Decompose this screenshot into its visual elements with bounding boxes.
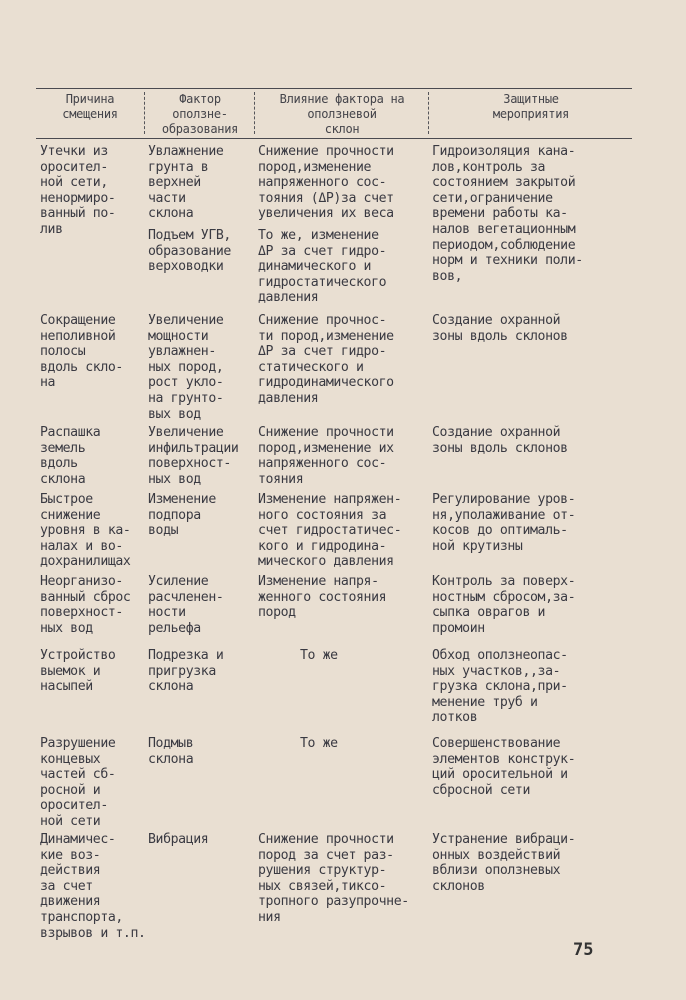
- cell-line: Распашка: [40, 425, 101, 440]
- cell-line: вов,: [432, 268, 463, 284]
- cell-line: Сокращение: [40, 313, 116, 328]
- cell-line: счет гидростатичес-: [258, 523, 402, 539]
- cell-line: вых вод: [148, 406, 201, 422]
- cell-line: Создание охранной: [432, 425, 561, 440]
- cell-line: верхней: [148, 175, 201, 191]
- cell-line: Контроль за поверх-: [432, 574, 576, 589]
- cell-line: давления: [258, 290, 319, 306]
- cell-line: Динамичес-: [40, 832, 116, 847]
- cell-line: давления: [258, 390, 319, 406]
- cell-line: концевых: [40, 751, 101, 767]
- header-measures: Защитные мероприятия: [492, 92, 570, 121]
- cell-line: части: [148, 190, 186, 206]
- cell-line: склонов: [432, 878, 485, 894]
- cell-line: действия: [40, 863, 101, 879]
- cell-line: пород,изменение их: [258, 440, 394, 456]
- column-divider: [254, 92, 255, 134]
- cell-line: оросител-: [40, 798, 108, 814]
- cell-line: промоин: [432, 620, 485, 636]
- cell-measure: [432, 313, 568, 344]
- cell-line: мощности: [148, 328, 209, 344]
- cell-line: динамического и: [258, 259, 372, 275]
- cell-line: ной сети,: [40, 175, 108, 191]
- cell-line: на: [40, 375, 56, 391]
- cell-line: поверхност-: [148, 456, 231, 472]
- cell-effect: [258, 425, 394, 487]
- cell-effect: [258, 492, 401, 570]
- cell-line: Увеличение: [148, 313, 224, 328]
- cell-line: лив: [40, 221, 63, 237]
- cell-line: пород,изменение: [258, 159, 372, 175]
- cell-line: снижение: [40, 507, 101, 523]
- cell-line: Создание охранной: [432, 313, 561, 328]
- cell-line: тояния: [258, 471, 304, 487]
- cell-line: воды: [148, 523, 179, 539]
- cell-factor: [148, 832, 208, 848]
- cell-line: ΔР за счет гидро-: [258, 243, 387, 259]
- cell-line: склона: [148, 206, 194, 222]
- cell-line: грузка склона,при-: [432, 679, 568, 695]
- cell-cause: [40, 832, 146, 941]
- cell-line: ΔР за счет гидро-: [258, 344, 387, 360]
- cell-line: склона: [40, 471, 86, 487]
- cell-line: частей сб-: [40, 767, 116, 783]
- cell-line: ной крутизны: [432, 538, 523, 554]
- cell-line: склона: [148, 751, 194, 767]
- cell-cause: [40, 313, 123, 391]
- cell-factor: [148, 144, 231, 275]
- cell-line: образование: [148, 243, 231, 259]
- cell-line: Усиление: [148, 574, 209, 589]
- cell-line: поверхност-: [40, 605, 123, 621]
- cell-line: То же, изменение: [258, 227, 379, 243]
- cell-line: Снижение прочнос-: [258, 313, 387, 328]
- cell-line: кие воз-: [40, 847, 101, 863]
- cell-line: ния: [258, 909, 281, 925]
- cell-measure: [432, 832, 575, 894]
- cell-line: норм и техники поли-: [432, 253, 583, 269]
- cell-line: склона: [148, 679, 194, 695]
- cell-line: оросител-: [40, 159, 108, 175]
- cell-effect: [258, 574, 386, 621]
- cell-line: ного состояния за: [258, 507, 387, 523]
- cell-line: состоянием закрытой: [432, 175, 576, 191]
- cell-line: Подрезка и: [148, 648, 224, 663]
- cell-line: вдоль скло-: [40, 359, 123, 375]
- cell-line: Быстрое: [40, 492, 93, 507]
- cell-line: зоны вдоль склонов: [432, 328, 568, 344]
- cell-line: подпора: [148, 507, 201, 523]
- cell-line: пригрузка: [148, 663, 216, 679]
- cell-line: напряженного сос-: [258, 175, 387, 191]
- cell-line: грунта в: [148, 159, 209, 175]
- cell-line: элементов конструк-: [432, 751, 576, 767]
- cell-measure: [432, 574, 575, 636]
- cell-line: ной сети: [40, 813, 101, 829]
- cell-line: ностным сбросом,за-: [432, 589, 576, 605]
- cell-measure: [432, 492, 575, 554]
- cell-line: лотков: [432, 710, 478, 726]
- cell-effect: [300, 648, 338, 664]
- cell-line: пород за счет раз-: [258, 847, 394, 863]
- cell-line: онных воздействий: [432, 847, 561, 863]
- header-effect: Влияние фактора на оползневой склон: [279, 92, 405, 136]
- cell-line: То же: [300, 648, 338, 663]
- cell-line: статического и: [258, 359, 364, 375]
- cell-line: Снижение прочности: [258, 425, 394, 440]
- cell-effect: [258, 144, 394, 306]
- column-divider: [144, 92, 145, 134]
- cell-line: Изменение: [148, 492, 216, 507]
- cell-measure: [432, 648, 568, 726]
- header-factor: Фактор оползне- образования: [161, 92, 239, 136]
- cell-line: Устранение вибраци-: [432, 832, 576, 847]
- cell-line: дохранилищах: [40, 554, 131, 570]
- table-header-rule: [36, 138, 632, 139]
- cell-line: времени работы ка-: [432, 206, 568, 222]
- cell-line: взрывов и т.п.: [40, 925, 146, 941]
- cell-line: налов вегетационным: [432, 221, 576, 237]
- cell-cause: [40, 425, 100, 487]
- cell-line: сбросной сети: [432, 782, 531, 798]
- cell-line: Увеличение: [148, 425, 224, 440]
- cell-line: лов,контроль за: [432, 159, 546, 175]
- cell-line: увеличения их веса: [258, 206, 394, 222]
- cell-line: ня,уполаживание от-: [432, 507, 576, 523]
- cell-measure: [432, 736, 575, 798]
- cell-effect: [300, 736, 338, 752]
- cell-line: Вибрация: [148, 832, 209, 847]
- cell-line: ванный по-: [40, 206, 116, 222]
- cell-cause: [40, 574, 130, 636]
- cell-line: ций оросительной и: [432, 767, 568, 783]
- column-divider: [428, 92, 429, 134]
- cell-line: Снижение прочности: [258, 832, 394, 847]
- cell-line: полосы: [40, 344, 86, 360]
- cell-factor: [148, 574, 223, 636]
- cell-measure: [432, 425, 568, 456]
- cell-factor: [148, 313, 223, 422]
- cell-line: налах и во-: [40, 538, 123, 554]
- cell-line: Утечки из: [40, 144, 108, 159]
- cell-line: выемок и: [40, 663, 101, 679]
- cell-line: тояния (ΔР)за счет: [258, 190, 394, 206]
- cell-line: Гидроизоляция кана-: [432, 144, 576, 159]
- cell-factor: [148, 648, 223, 695]
- cell-line: рушения структур-: [258, 863, 387, 879]
- cell-line: транспорта,: [40, 909, 123, 925]
- cell-line: уровня в ка-: [40, 523, 131, 539]
- cell-line: движения: [40, 894, 101, 910]
- cell-cause: [40, 648, 115, 695]
- cell-factor: [148, 736, 193, 767]
- cell-line: верховодки: [148, 259, 224, 275]
- cell-line: мического давления: [258, 554, 394, 570]
- cell-line: Разрушение: [40, 736, 116, 751]
- cell-line: Неорганизо-: [40, 574, 123, 589]
- cell-line: вдоль: [40, 456, 78, 472]
- cell-line: ных пород,: [148, 359, 224, 375]
- cell-line: ных вод: [40, 620, 93, 636]
- cell-line: неполивной: [40, 328, 116, 344]
- cell-line: Снижение прочности: [258, 144, 394, 159]
- cell-line: ных вод: [148, 471, 201, 487]
- cell-measure: [432, 144, 583, 284]
- page-number: 75: [573, 940, 594, 960]
- cell-line: расчленен-: [148, 589, 224, 605]
- cell-cause: [40, 492, 130, 570]
- cell-line: росной и: [40, 782, 101, 798]
- cell-line: Изменение напря-: [258, 574, 379, 589]
- cell-line: Увлажнение: [148, 144, 224, 159]
- cell-effect: [258, 313, 394, 407]
- cell-line: То же: [300, 736, 338, 751]
- cell-line: пород: [258, 605, 296, 621]
- cell-line: тропного разупрочне-: [258, 894, 409, 910]
- cell-line: рельефа: [148, 620, 201, 636]
- cell-line: инфильтрации: [148, 440, 239, 456]
- cell-line: напряженного сос-: [258, 456, 387, 472]
- cell-line: зоны вдоль склонов: [432, 440, 568, 456]
- cell-line: гидродинамического: [258, 375, 394, 391]
- cell-line: Обход оползнеопас-: [432, 648, 568, 663]
- cell-line: рост укло-: [148, 375, 224, 391]
- cell-line: на грунто-: [148, 390, 224, 406]
- cell-line: земель: [40, 440, 86, 456]
- cell-line: насыпей: [40, 679, 93, 695]
- header-cause: Причина смещения: [62, 92, 118, 121]
- cell-line: увлажнен-: [148, 344, 216, 360]
- cell-factor: [148, 425, 238, 487]
- cell-line: сыпка оврагов и: [432, 605, 546, 621]
- cell-line: Изменение напряжен-: [258, 492, 402, 507]
- cell-line: Подъем УГВ,: [148, 227, 231, 243]
- cell-line: ности: [148, 605, 186, 621]
- cell-line: Устройство: [40, 648, 116, 663]
- cell-line: косов до оптималь-: [432, 523, 568, 539]
- cell-line: Совершенствование: [432, 736, 561, 751]
- cell-line: ных участков,,за-: [432, 663, 561, 679]
- cell-line: вблизи оползневых: [432, 863, 561, 879]
- cell-line: ти пород,изменение: [258, 328, 394, 344]
- cell-line: Регулирование уров-: [432, 492, 576, 507]
- cell-line: кого и гидродина-: [258, 538, 387, 554]
- cell-line: Подмыв: [148, 736, 194, 751]
- cell-line: периодом,соблюдение: [432, 237, 576, 253]
- cell-line: ванный сброс: [40, 589, 131, 605]
- cell-line: ненормиро-: [40, 190, 116, 206]
- cell-line: ных связей,тиксо-: [258, 878, 387, 894]
- cell-cause: [40, 736, 115, 830]
- cell-cause: [40, 144, 115, 238]
- cell-effect: [258, 832, 409, 926]
- cell-factor: [148, 492, 216, 539]
- table-top-rule: [36, 88, 632, 89]
- cell-line: женного состояния: [258, 589, 387, 605]
- cell-line: сети,ограничение: [432, 190, 553, 206]
- cell-line: менение труб и: [432, 694, 538, 710]
- cell-line: за счет: [40, 878, 93, 894]
- cell-line: гидростатического: [258, 274, 387, 290]
